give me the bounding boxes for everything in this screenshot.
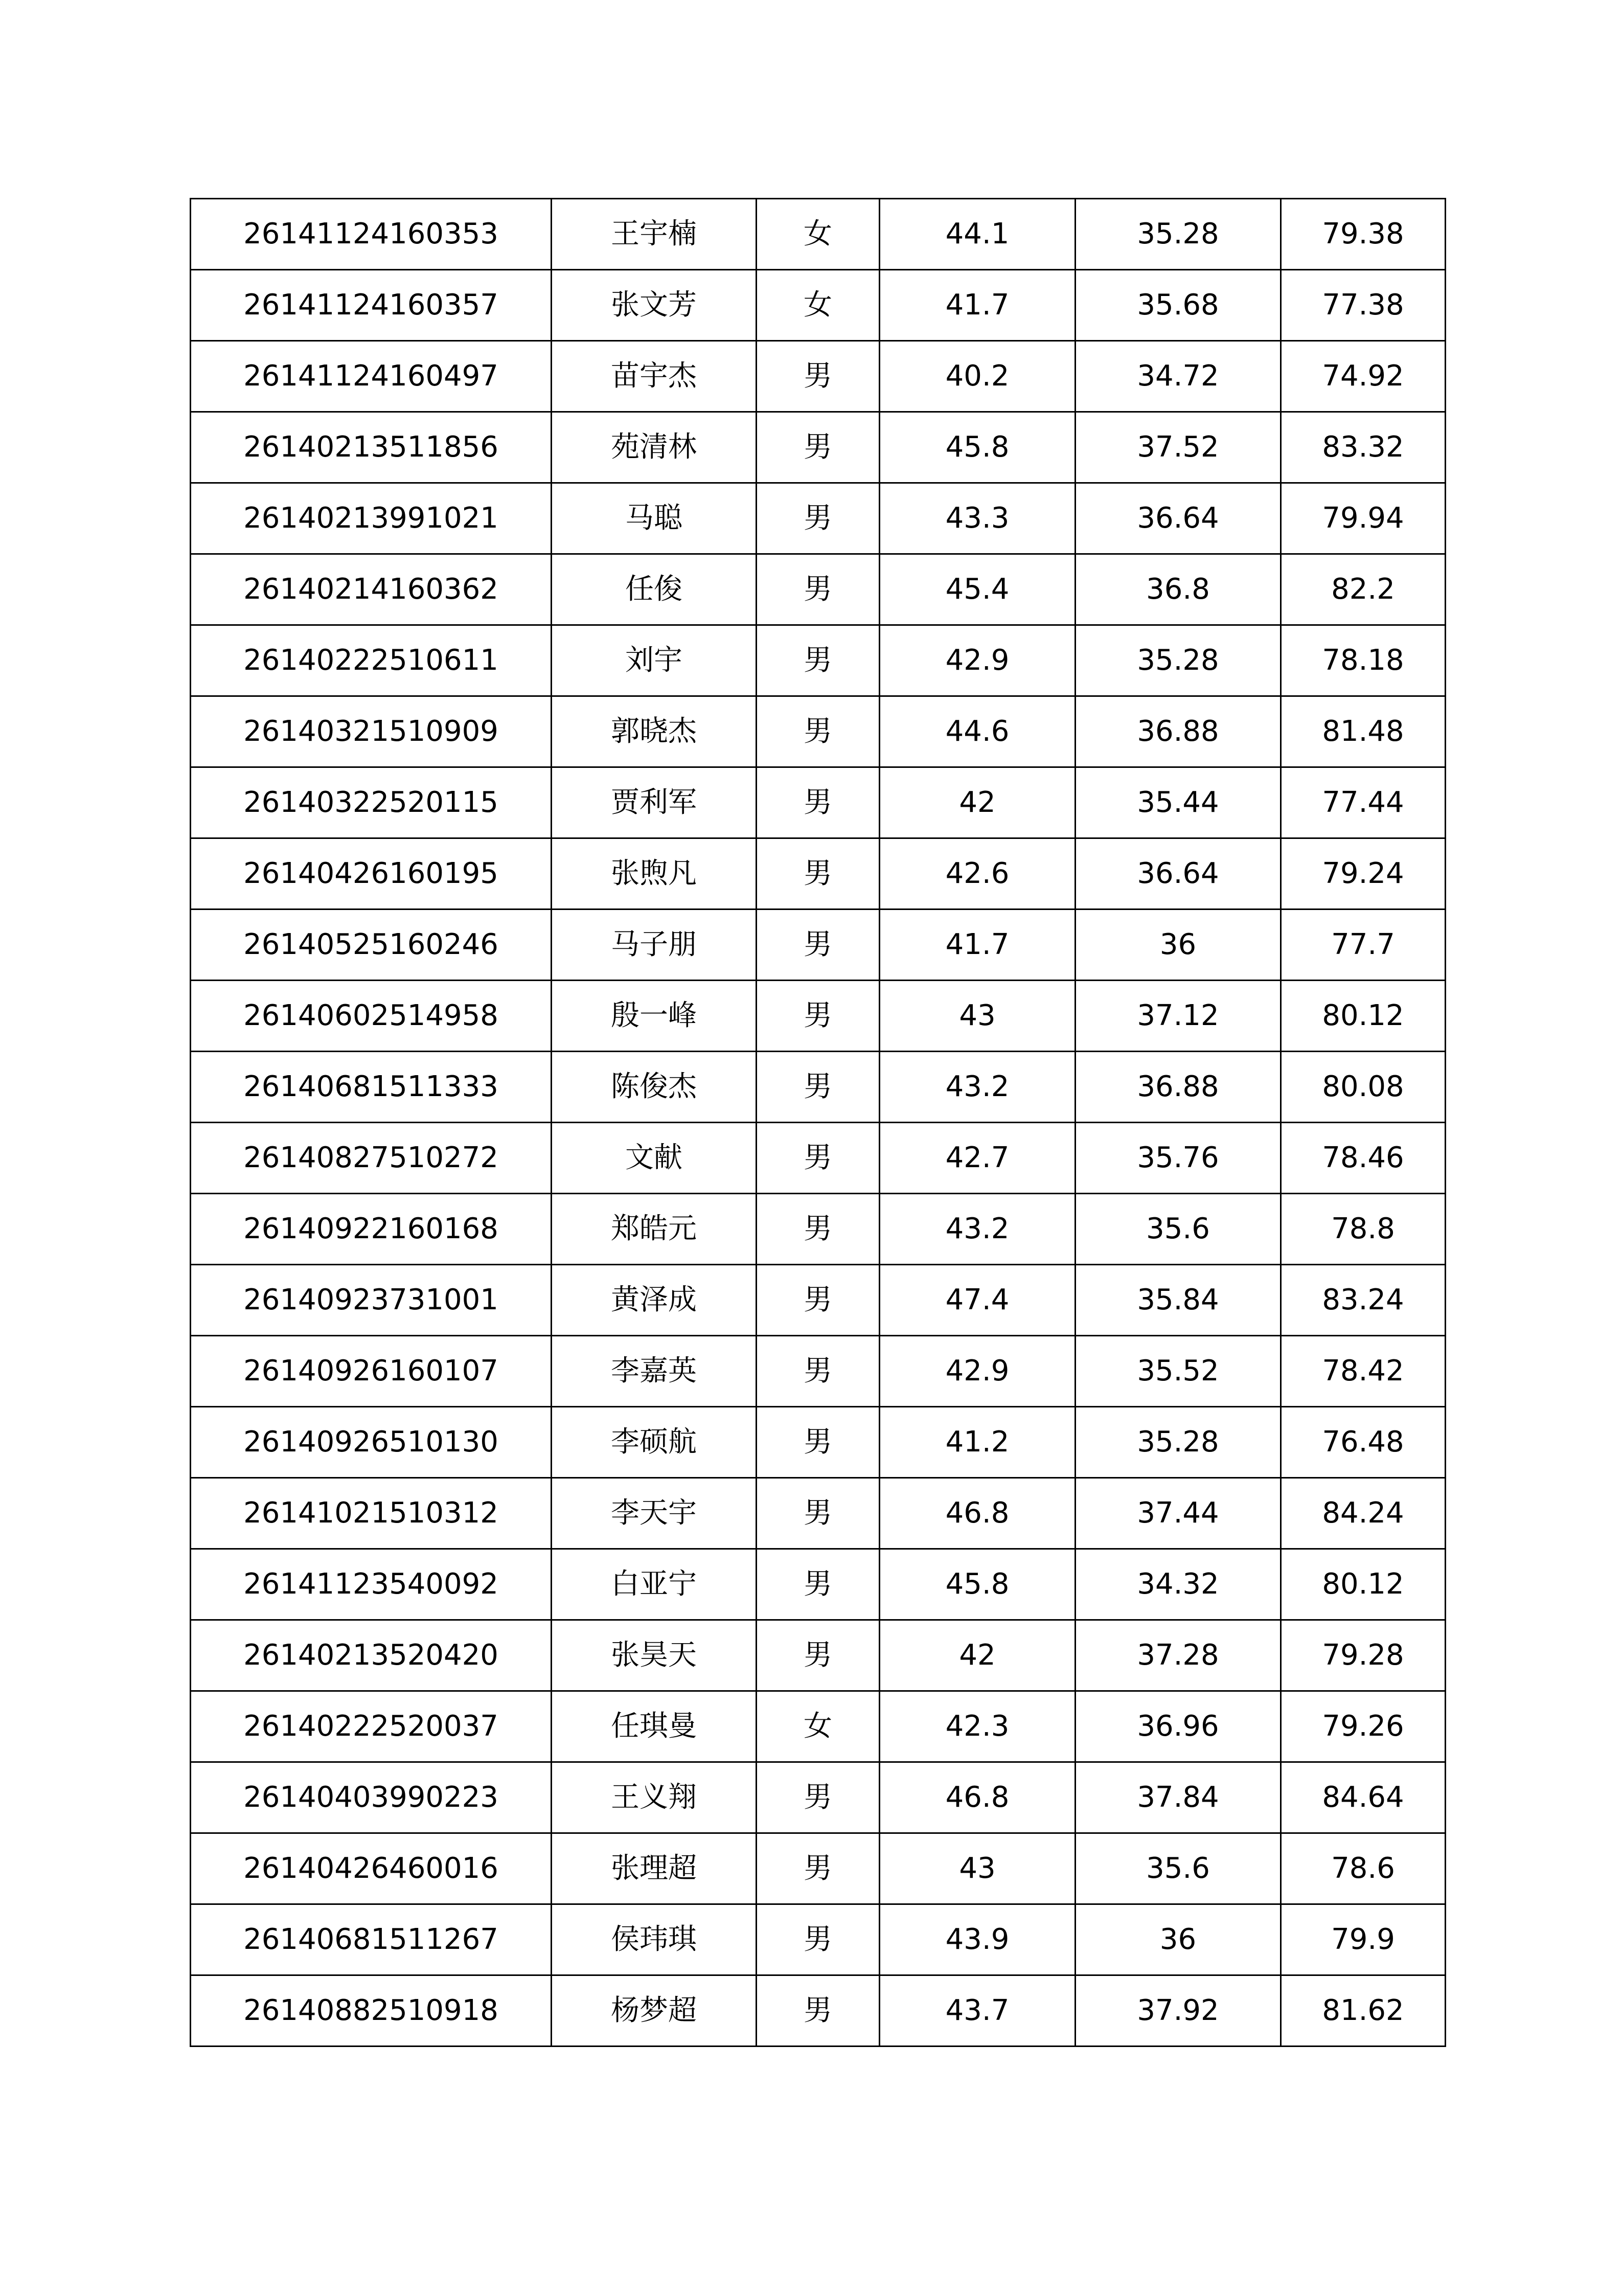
total-score-cell: 79.9 — [1281, 1904, 1446, 1975]
score-2-cell: 34.32 — [1076, 1549, 1281, 1620]
total-score-cell: 79.24 — [1281, 838, 1446, 910]
name-cell: 贾利军 — [552, 767, 757, 838]
candidate-id-cell: 26140882510918 — [191, 1975, 552, 2047]
candidate-id-cell: 26140681511267 — [191, 1904, 552, 1975]
table-row — [191, 1052, 1446, 1123]
score-table-body — [191, 199, 1446, 2047]
score-1-cell: 46.8 — [880, 1762, 1076, 1833]
score-2-cell: 36.8 — [1076, 554, 1281, 625]
score-1-cell: 43.2 — [880, 1052, 1076, 1123]
gender-cell: 女 — [757, 1691, 880, 1762]
score-1-cell: 44.1 — [880, 199, 1076, 270]
score-2-cell: 35.28 — [1076, 199, 1281, 270]
score-1-cell: 43.7 — [880, 1975, 1076, 2047]
gender-cell: 男 — [757, 910, 880, 981]
candidate-id-cell: 26140525160246 — [191, 910, 552, 981]
score-1-cell: 42.7 — [880, 1123, 1076, 1194]
total-score-cell: 77.38 — [1281, 270, 1446, 341]
score-1-cell: 44.6 — [880, 696, 1076, 767]
name-cell: 郑皓元 — [552, 1194, 757, 1265]
gender-cell: 男 — [757, 1904, 880, 1975]
gender-cell: 男 — [757, 1336, 880, 1407]
name-cell: 苑清林 — [552, 412, 757, 483]
gender-cell: 女 — [757, 199, 880, 270]
name-cell: 白亚宁 — [552, 1549, 757, 1620]
gender-cell: 男 — [757, 696, 880, 767]
candidate-id-cell: 26141021510312 — [191, 1478, 552, 1549]
gender-cell: 女 — [757, 270, 880, 341]
name-cell: 任琪曼 — [552, 1691, 757, 1762]
total-score-cell: 78.18 — [1281, 625, 1446, 696]
score-2-cell: 35.84 — [1076, 1265, 1281, 1336]
gender-cell: 男 — [757, 767, 880, 838]
gender-cell: 男 — [757, 412, 880, 483]
candidate-id-cell: 26141124160357 — [191, 270, 552, 341]
total-score-cell: 78.8 — [1281, 1194, 1446, 1265]
score-2-cell: 36 — [1076, 910, 1281, 981]
name-cell: 张文芳 — [552, 270, 757, 341]
total-score-cell: 77.44 — [1281, 767, 1446, 838]
name-cell: 侯玮琪 — [552, 1904, 757, 1975]
score-1-cell: 42.3 — [880, 1691, 1076, 1762]
gender-cell: 男 — [757, 625, 880, 696]
score-2-cell: 35.76 — [1076, 1123, 1281, 1194]
total-score-cell: 74.92 — [1281, 341, 1446, 412]
table-row — [191, 1549, 1446, 1620]
table-row — [191, 1407, 1446, 1478]
score-1-cell: 45.8 — [880, 412, 1076, 483]
table-row — [191, 1975, 1446, 2047]
score-1-cell: 41.7 — [880, 910, 1076, 981]
candidate-id-cell: 26140926160107 — [191, 1336, 552, 1407]
total-score-cell: 79.28 — [1281, 1620, 1446, 1691]
total-score-cell: 84.64 — [1281, 1762, 1446, 1833]
score-2-cell: 35.52 — [1076, 1336, 1281, 1407]
score-1-cell: 45.8 — [880, 1549, 1076, 1620]
total-score-cell: 83.32 — [1281, 412, 1446, 483]
name-cell: 黄泽成 — [552, 1265, 757, 1336]
total-score-cell: 79.38 — [1281, 199, 1446, 270]
name-cell: 张煦凡 — [552, 838, 757, 910]
candidate-id-cell: 26140222520037 — [191, 1691, 552, 1762]
score-2-cell: 36.88 — [1076, 1052, 1281, 1123]
score-2-cell: 36.88 — [1076, 696, 1281, 767]
name-cell: 马聪 — [552, 483, 757, 554]
score-2-cell: 35.28 — [1076, 1407, 1281, 1478]
name-cell: 王义翔 — [552, 1762, 757, 1833]
candidate-id-cell: 26140922160168 — [191, 1194, 552, 1265]
gender-cell: 男 — [757, 1549, 880, 1620]
name-cell: 文献 — [552, 1123, 757, 1194]
candidate-id-cell: 26140426460016 — [191, 1833, 552, 1904]
score-2-cell: 35.44 — [1076, 767, 1281, 838]
score-1-cell: 42 — [880, 1620, 1076, 1691]
table-row — [191, 1833, 1446, 1904]
score-2-cell: 37.12 — [1076, 981, 1281, 1052]
candidate-id-cell: 26140681511333 — [191, 1052, 552, 1123]
gender-cell: 男 — [757, 1833, 880, 1904]
candidate-id-cell: 26141123540092 — [191, 1549, 552, 1620]
score-2-cell: 37.84 — [1076, 1762, 1281, 1833]
candidate-id-cell: 26140403990223 — [191, 1762, 552, 1833]
candidate-id-cell: 26140321510909 — [191, 696, 552, 767]
score-2-cell: 35.6 — [1076, 1833, 1281, 1904]
gender-cell: 男 — [757, 1478, 880, 1549]
gender-cell: 男 — [757, 341, 880, 412]
gender-cell: 男 — [757, 1762, 880, 1833]
table-row — [191, 910, 1446, 981]
total-score-cell: 78.6 — [1281, 1833, 1446, 1904]
candidate-id-cell: 26141124160497 — [191, 341, 552, 412]
score-1-cell: 42.6 — [880, 838, 1076, 910]
name-cell: 殷一峰 — [552, 981, 757, 1052]
table-row — [191, 981, 1446, 1052]
score-1-cell: 45.4 — [880, 554, 1076, 625]
gender-cell: 男 — [757, 981, 880, 1052]
total-score-cell: 77.7 — [1281, 910, 1446, 981]
total-score-cell: 76.48 — [1281, 1407, 1446, 1478]
name-cell: 王宇楠 — [552, 199, 757, 270]
score-1-cell: 43.3 — [880, 483, 1076, 554]
table-row — [191, 270, 1446, 341]
total-score-cell: 80.08 — [1281, 1052, 1446, 1123]
name-cell: 李硕航 — [552, 1407, 757, 1478]
candidate-id-cell: 26140213991021 — [191, 483, 552, 554]
name-cell: 陈俊杰 — [552, 1052, 757, 1123]
table-row — [191, 1123, 1446, 1194]
name-cell: 郭晓杰 — [552, 696, 757, 767]
table-row — [191, 1762, 1446, 1833]
score-table — [190, 198, 1446, 2047]
total-score-cell: 80.12 — [1281, 981, 1446, 1052]
score-1-cell: 42 — [880, 767, 1076, 838]
total-score-cell: 81.62 — [1281, 1975, 1446, 2047]
name-cell: 苗宇杰 — [552, 341, 757, 412]
score-2-cell: 36.64 — [1076, 838, 1281, 910]
table-row — [191, 1620, 1446, 1691]
table-row — [191, 483, 1446, 554]
name-cell: 杨梦超 — [552, 1975, 757, 2047]
table-row — [191, 554, 1446, 625]
gender-cell: 男 — [757, 1265, 880, 1336]
table-row — [191, 1336, 1446, 1407]
table-row — [191, 625, 1446, 696]
score-1-cell: 41.7 — [880, 270, 1076, 341]
score-1-cell: 47.4 — [880, 1265, 1076, 1336]
score-2-cell: 36 — [1076, 1904, 1281, 1975]
gender-cell: 男 — [757, 1975, 880, 2047]
table-row — [191, 1691, 1446, 1762]
score-2-cell: 37.92 — [1076, 1975, 1281, 2047]
candidate-id-cell: 26141124160353 — [191, 199, 552, 270]
gender-cell: 男 — [757, 1407, 880, 1478]
score-2-cell: 35.6 — [1076, 1194, 1281, 1265]
gender-cell: 男 — [757, 1194, 880, 1265]
candidate-id-cell: 26140322520115 — [191, 767, 552, 838]
candidate-id-cell: 26140923731001 — [191, 1265, 552, 1336]
total-score-cell: 83.24 — [1281, 1265, 1446, 1336]
table-row — [191, 1194, 1446, 1265]
score-2-cell: 36.96 — [1076, 1691, 1281, 1762]
score-1-cell: 43.2 — [880, 1194, 1076, 1265]
score-2-cell: 37.52 — [1076, 412, 1281, 483]
candidate-id-cell: 26140222510611 — [191, 625, 552, 696]
score-2-cell: 34.72 — [1076, 341, 1281, 412]
total-score-cell: 78.46 — [1281, 1123, 1446, 1194]
table-row — [191, 199, 1446, 270]
name-cell: 李天宇 — [552, 1478, 757, 1549]
name-cell: 马子朋 — [552, 910, 757, 981]
total-score-cell: 84.24 — [1281, 1478, 1446, 1549]
total-score-cell: 79.26 — [1281, 1691, 1446, 1762]
score-2-cell: 37.28 — [1076, 1620, 1281, 1691]
name-cell: 张理超 — [552, 1833, 757, 1904]
score-1-cell: 46.8 — [880, 1478, 1076, 1549]
table-row — [191, 696, 1446, 767]
score-2-cell: 36.64 — [1076, 483, 1281, 554]
table-row — [191, 767, 1446, 838]
gender-cell: 男 — [757, 554, 880, 625]
score-2-cell: 35.68 — [1076, 270, 1281, 341]
table-row — [191, 412, 1446, 483]
table-row — [191, 1265, 1446, 1336]
score-1-cell: 42.9 — [880, 1336, 1076, 1407]
table-row — [191, 1904, 1446, 1975]
total-score-cell: 80.12 — [1281, 1549, 1446, 1620]
total-score-cell: 81.48 — [1281, 696, 1446, 767]
table-row — [191, 838, 1446, 910]
score-1-cell: 40.2 — [880, 341, 1076, 412]
gender-cell: 男 — [757, 483, 880, 554]
candidate-id-cell: 26140602514958 — [191, 981, 552, 1052]
name-cell: 张昊天 — [552, 1620, 757, 1691]
name-cell: 刘宇 — [552, 625, 757, 696]
gender-cell: 男 — [757, 1123, 880, 1194]
score-2-cell: 35.28 — [1076, 625, 1281, 696]
score-1-cell: 43.9 — [880, 1904, 1076, 1975]
score-1-cell: 43 — [880, 1833, 1076, 1904]
candidate-id-cell: 26140214160362 — [191, 554, 552, 625]
candidate-id-cell: 26140827510272 — [191, 1123, 552, 1194]
candidate-id-cell: 26140213511856 — [191, 412, 552, 483]
gender-cell: 男 — [757, 1620, 880, 1691]
total-score-cell: 79.94 — [1281, 483, 1446, 554]
candidate-id-cell: 26140426160195 — [191, 838, 552, 910]
name-cell: 李嘉英 — [552, 1336, 757, 1407]
table-row — [191, 1478, 1446, 1549]
score-2-cell: 37.44 — [1076, 1478, 1281, 1549]
score-1-cell: 42.9 — [880, 625, 1076, 696]
table-row — [191, 341, 1446, 412]
name-cell: 任俊 — [552, 554, 757, 625]
gender-cell: 男 — [757, 838, 880, 910]
candidate-id-cell: 26140926510130 — [191, 1407, 552, 1478]
score-1-cell: 43 — [880, 981, 1076, 1052]
score-1-cell: 41.2 — [880, 1407, 1076, 1478]
gender-cell: 男 — [757, 1052, 880, 1123]
total-score-cell: 78.42 — [1281, 1336, 1446, 1407]
total-score-cell: 82.2 — [1281, 554, 1446, 625]
candidate-id-cell: 26140213520420 — [191, 1620, 552, 1691]
